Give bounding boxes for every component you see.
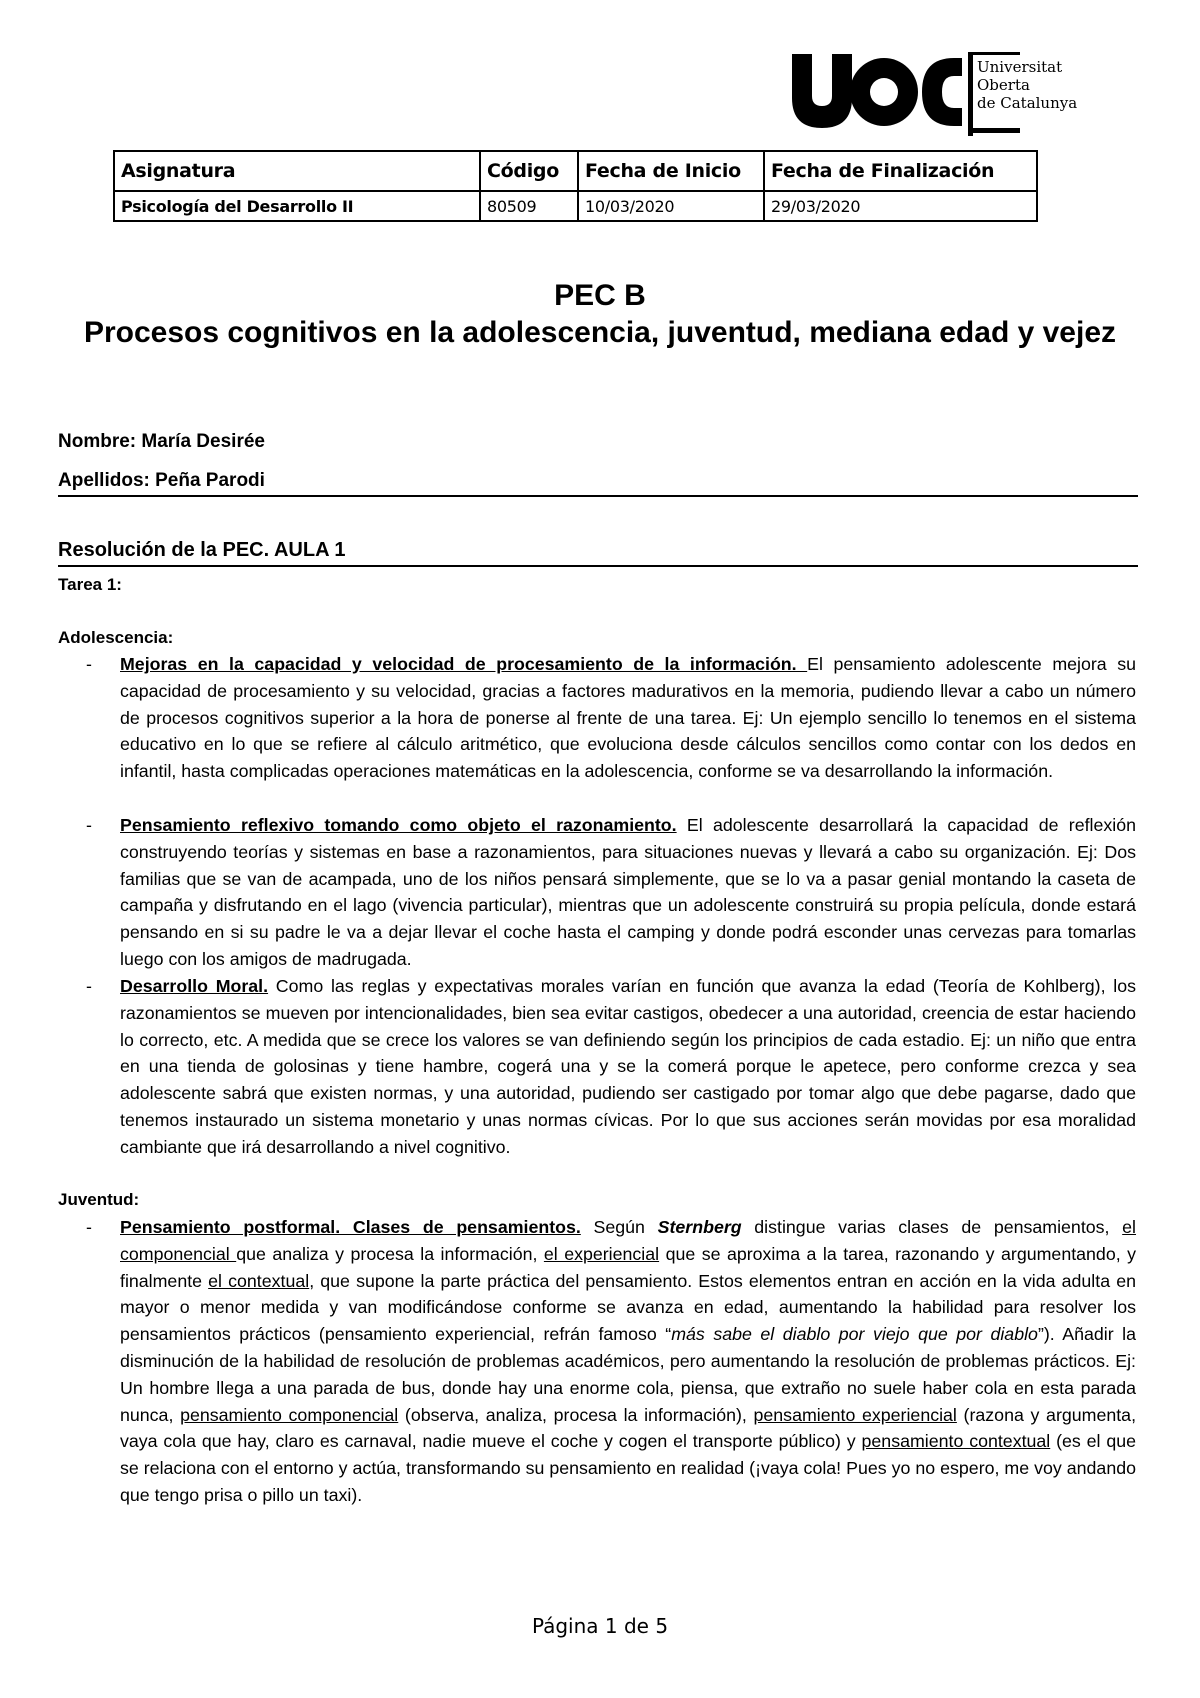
logo-line3: de Catalunya <box>977 94 1078 112</box>
divider <box>58 495 1138 497</box>
header-asignatura: Asignatura <box>114 151 480 191</box>
logo-line1: Universitat <box>977 58 1063 76</box>
cell-fecha-inicio: 10/03/2020 <box>578 191 764 221</box>
header-fecha-inicio: Fecha de Inicio <box>578 151 764 191</box>
cell-asignatura: Psicología del Desarrollo II <box>114 191 480 221</box>
item-text: Como las reglas y expectativas morales varían en función que avanza la edad (Teoría de Kohlberg), los razonamientos se mueven por intencionalidades, bien sea evitar castigos, obedecer a una autoridad, creencia de estar haciendo lo correcto, etc. A medida que se crece los valores se van definiendo según los principios de cada estadio. Ej: un niño que entra en una tienda de golosinas y tiene hambre, cogerá una y se la comerá porque le apetece, pero conforme crezca y sea adolescente sabrá que existen normas, y una autoridad, pudiendo ser castigado por tomar algo que debe pagarse, dado que tenemos instaurado un sistema monetario y unas normas cívicas. Por lo que sus acciones serán movidas por esa moralidad cambiante que irá desarrollando a nivel cognitivo. <box>120 976 1136 1157</box>
apellidos-field: Apellidos: Peña Parodi <box>58 470 265 491</box>
header-codigo: Código <box>480 151 578 191</box>
divider <box>58 565 1138 567</box>
item-lead: Mejoras en la capacidad y velocidad de procesamiento de la información. <box>120 654 808 674</box>
tarea-heading: Tarea 1: <box>58 575 122 594</box>
uoc-logo-icon <box>792 52 1078 136</box>
quote: más sabe el diablo por viejo que por diablo <box>671 1324 1038 1345</box>
item-text: El pensamiento adolescente mejora su capacidad de procesamiento y su velocidad, gracias a factores madurativos en la memoria, pudiendo llevar a cabo un número de procesos cognitivos superior a la hora de ponerse al frente de una tarea. Ej: Un ejemplo sencillo lo tenemos en el sistema educativo en lo que se refiere al cálculo aritmético, que evoluciona desde cálculos sencillos como contar con los dedos en infantil, hasta complicadas operaciones matemáticas en la adolescencia, conforme se va desarrollando la información. <box>120 654 1137 782</box>
cell-codigo: 80509 <box>480 191 578 221</box>
page-number: Página 1 de 5 <box>531 1614 669 1638</box>
list-item: - Desarrollo Moral. Como las reglas y expectativas morales varían en función que avanza la edad (Teoría de Kohlberg), los razonamientos se mueven por intencionalidades, bien sea evitar castigos, obedecer a una autoridad, creencia de estar haciendo lo correcto, etc. A medida que se crece los valores se van definiendo según los principios de cada estadio. Ej: un niño que entra en una tienda de golosinas y tiene hambre, cogerá una y se la comerá porque le apetece, pero conforme crezca y sea adolescente sabrá que existen normas, y una autoridad, pudiendo ser castigado por tomar algo que debe pagarse, dado que tenemos instaurado un sistema monetario y unas normas cívicas. Por lo que sus acciones serán movidas por esa moralidad cambiante que irá desarrollando a nivel cognitivo. <box>86 976 1136 1157</box>
document-subtitle: Procesos cognitivos en la adolescencia, juventud, mediana edad y vejez <box>83 316 1117 349</box>
list-item: - Pensamiento postformal. Clases de pensamientos. Según Sternberg distingue varias clases de pensamientos, el componencial que analiza y procesa la información, el experiencial que se aproxima a la tarea, razonando y argumentando, y finalmente el contextual, que supone la parte práctica del pensamiento. Estos elementos entran en acción en la vida adulta en mayor o menor medida y van modificándose conforme se avanza en edad, aumentando la habilidad para resolver los pensamientos prácticos (pensamiento experiencial, refrán famoso “más sabe el diablo por viejo que por diablo”). Añadir la disminución de la habilidad de resolución de problemas académicos, pero aumentando la resolución de problemas prácticos. Ej: Un hombre llega a una parada de bus, donde hay una enorme cola, piensa, que extraño no suele haber cola en esta parada nunca, pensamiento componencial (observa, analiza, procesa la información), pensamiento experiencial (razona y argumenta, vaya cola que hay, claro es carnaval, nadie mueve el coche y cogen el transporte público) y pensamiento contextual (es el que se relaciona con el entorno y actúa, transformando su pensamiento en realidad (¡vaya cola! Pues yo no espero, me voy andando que tengo prisa o pillo un taxi). <box>86 1217 1137 1505</box>
list-item: - Mejoras en la capacidad y velocidad de procesamiento de la información. El pensamiento adolescente mejora su capacidad de procesamiento y su velocidad, gracias a factores madurativos en la memoria, pudiendo llevar a cabo un número de procesos cognitivos superior a la hora de ponerse al frente de una tarea. Ej: Un ejemplo sencillo lo tenemos en el sistema educativo en lo que se refiere al cálculo aritmético, que evoluciona desde cálculos sencillos como contar con los dedos en infantil, hasta complicadas operaciones matemáticas en la adolescencia, conforme se va desarrollando la información. <box>86 654 1137 782</box>
logo-line2: Oberta <box>977 76 1030 94</box>
header-fecha-finalizacion: Fecha de Finalización <box>764 151 1037 191</box>
item-text: El adolescente desarrollará la capacidad de reflexión construyendo teorías y sistemas en base a razonamientos, para situaciones nuevas y llevará a cabo su organización. Ej: Dos familias que se van de acampada, uno de los niños pensará simplemente, que se lo va a pasar genial montando la caseta de campaña y disfrutando en el lago (vivencia particular), mientras que un adolescente construirá su propia película, donde estará pensando en si su padre le va a dejar llevar el coche hasta el camping y donde podrá esconder unas cervezas para tomarlas luego con los amigos de madrugada. <box>120 815 1136 969</box>
adolescencia-heading: Adolescencia: <box>58 628 174 647</box>
uoc-logo <box>792 52 1078 136</box>
table-header-row <box>114 151 1037 191</box>
item-lead: Pensamiento postformal. Clases de pensamientos. <box>120 1217 581 1237</box>
list-item: - Pensamiento reflexivo tomando como objeto el razonamiento. El adolescente desarrollará la capacidad de reflexión construyendo teorías y sistemas en base a razonamientos, para situaciones nuevas y llevará a cabo su organización. Ej: Dos familias que se van de acampada, uno de los niños pensará simplemente, que se lo va a pasar genial montando la caseta de campaña y disfrutando en el lago (vivencia particular), mientras que un adolescente construirá su propia película, donde estará pensando en si su padre le va a dejar llevar el coche hasta el camping y donde podrá esconder unas cervezas para tomarlas luego con los amigos de madrugada. <box>86 815 1136 969</box>
juventud-heading: Juventud: <box>58 1190 140 1209</box>
course-info-table <box>113 150 1038 222</box>
item-lead: Pensamiento reflexivo tomando como objeto el razonamiento. <box>120 815 677 835</box>
table-row <box>114 191 1037 221</box>
section-title: Resolución de la PEC. AULA 1 <box>58 539 346 561</box>
author-name: Sternberg <box>657 1217 742 1237</box>
item-lead: Desarrollo Moral. <box>120 976 269 996</box>
nombre-field: Nombre: María Desirée <box>58 431 265 452</box>
document-title: PEC B <box>554 279 646 312</box>
cell-fecha-finalizacion: 29/03/2020 <box>764 191 1037 221</box>
